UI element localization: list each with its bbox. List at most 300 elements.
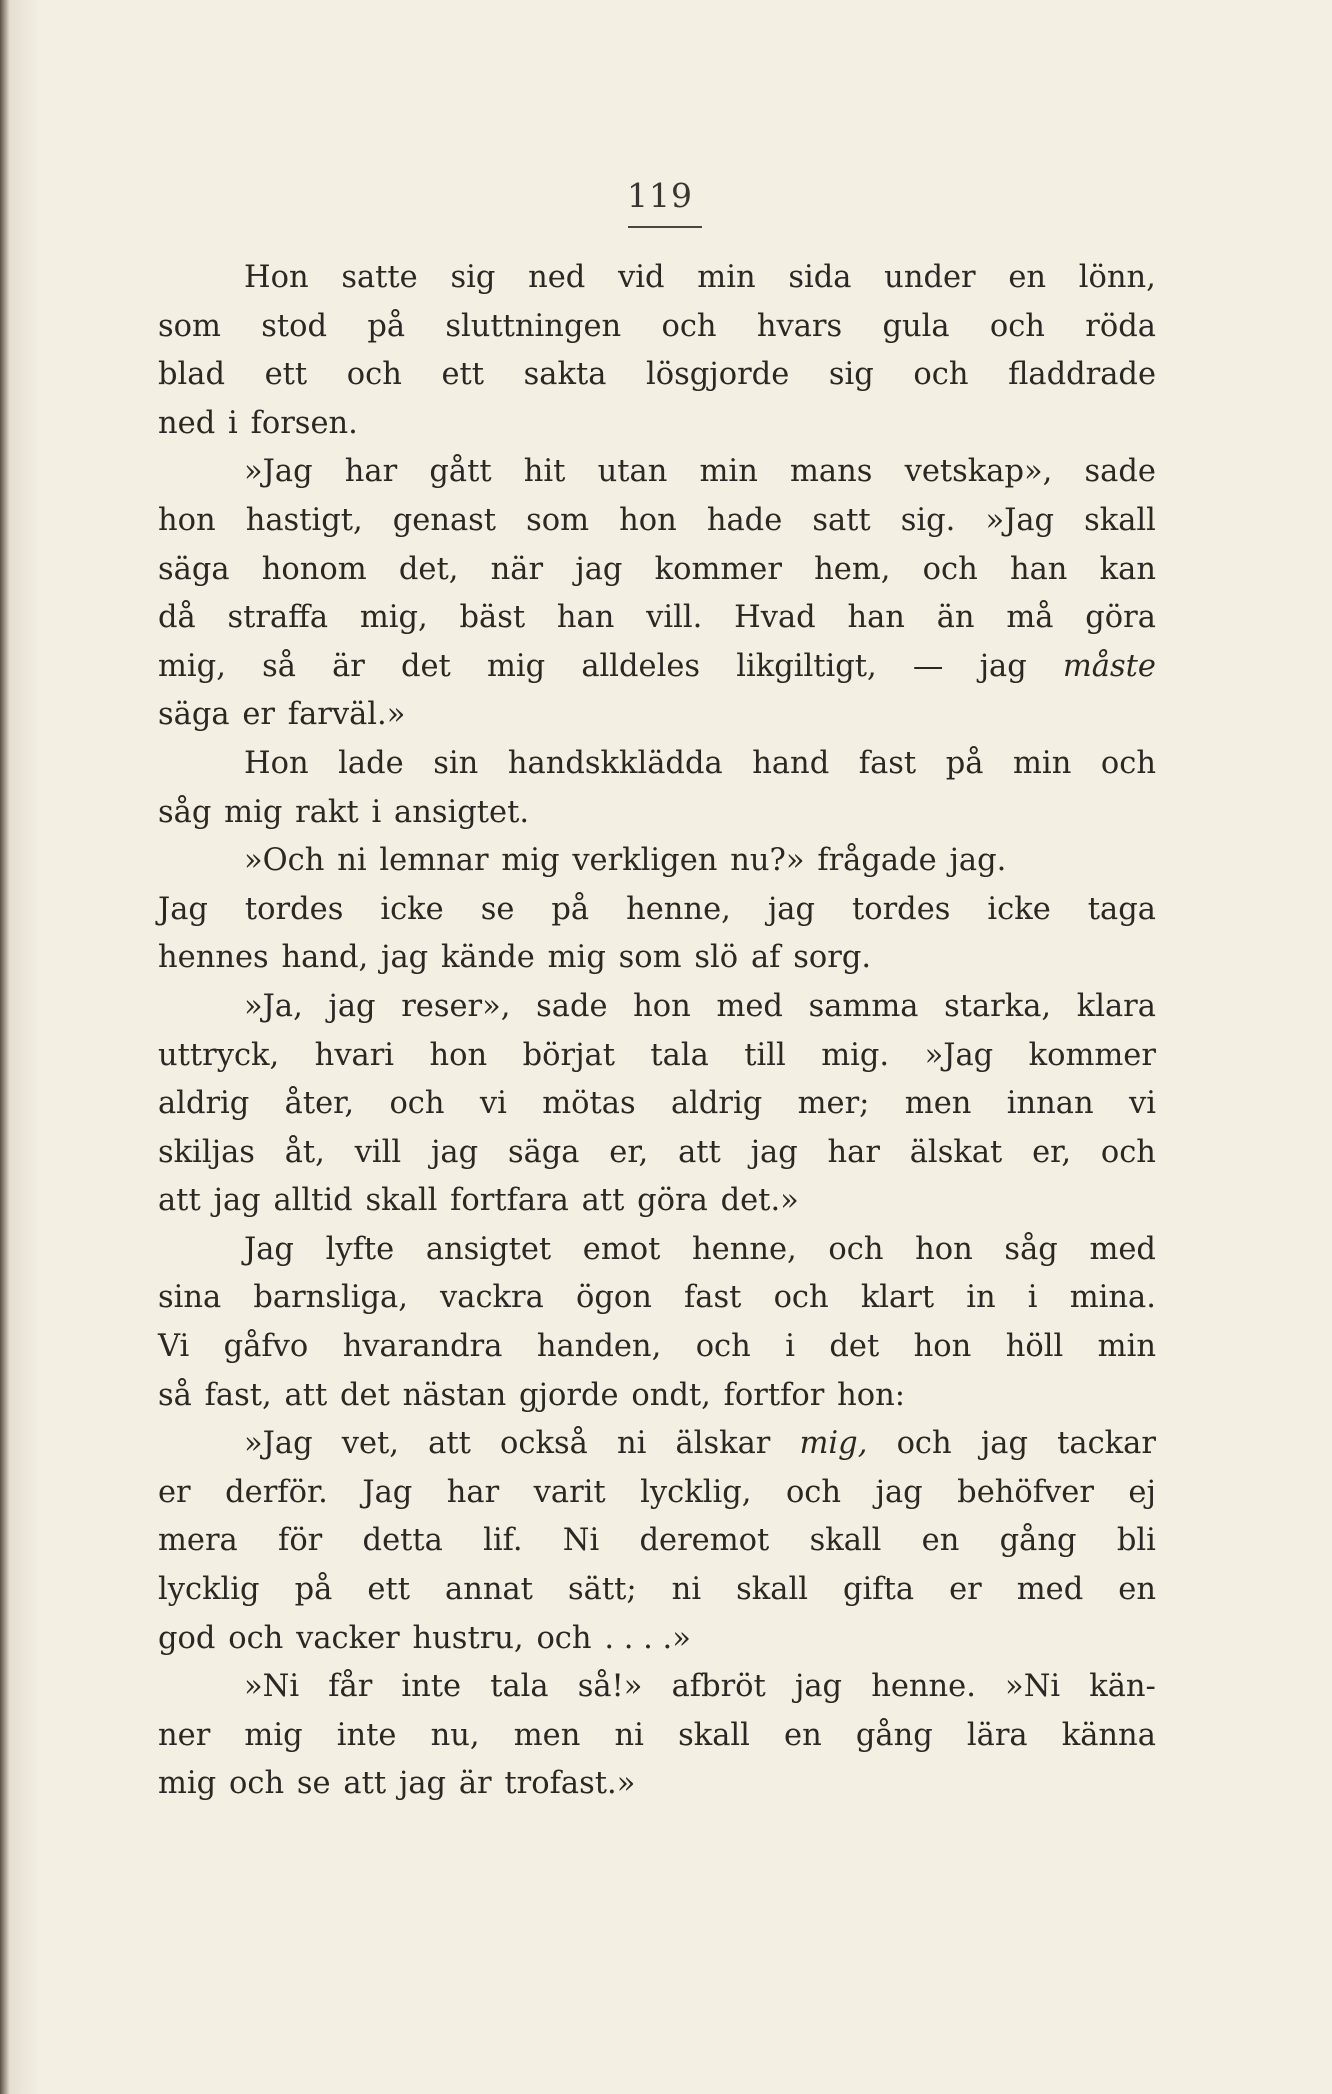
- word: åt,: [284, 1134, 325, 1170]
- word: mötas: [542, 1086, 636, 1122]
- word: jag: [430, 1134, 479, 1170]
- word: han: [847, 600, 905, 636]
- text-line: [158, 1372, 1156, 1421]
- word: på: [294, 1572, 333, 1608]
- word: tackar: [1057, 1426, 1156, 1462]
- word: starka,: [944, 988, 1052, 1024]
- word: trofast.»: [504, 1766, 636, 1802]
- word: lycklig: [158, 1572, 260, 1608]
- word: sluttningen: [445, 308, 622, 344]
- word: hand,: [281, 940, 369, 976]
- word: ett: [264, 357, 308, 393]
- word: er: [158, 1474, 191, 1510]
- word: er: [242, 697, 275, 733]
- word: och: [1100, 745, 1156, 781]
- word: »Jag: [244, 1426, 313, 1462]
- word: blad: [158, 357, 225, 393]
- text-line: [158, 497, 1156, 546]
- word: innan: [1006, 1086, 1094, 1122]
- word: mig: [244, 1717, 303, 1753]
- word: vet,: [341, 1426, 399, 1462]
- word: som: [158, 308, 221, 344]
- word: »Jag: [985, 502, 1055, 538]
- word: också: [500, 1426, 588, 1462]
- word: en: [784, 1717, 822, 1753]
- word: mer;: [797, 1086, 870, 1122]
- text-line: [158, 1517, 1156, 1566]
- word: skall: [678, 1717, 750, 1753]
- word: ansigtet.: [394, 794, 530, 830]
- word: tala: [650, 1037, 709, 1073]
- word: att: [284, 1377, 328, 1413]
- word: jag: [398, 1766, 447, 1802]
- word: mig,: [799, 1426, 868, 1462]
- word: se: [296, 1766, 331, 1802]
- word: att: [428, 1426, 471, 1462]
- word: när: [490, 551, 544, 587]
- word: kände: [440, 940, 535, 976]
- word: er,: [609, 1134, 649, 1170]
- word: icke: [987, 891, 1051, 927]
- word: och: [1100, 1134, 1156, 1170]
- word: skall: [809, 1523, 882, 1559]
- word: jag: [575, 551, 623, 587]
- word: mig: [501, 843, 560, 879]
- body-text: [158, 254, 1156, 1809]
- text-line: [158, 1566, 1156, 1615]
- word: fast: [858, 745, 917, 781]
- word: slö: [694, 940, 739, 976]
- word: Jag: [244, 1231, 294, 1267]
- word: hon: [633, 988, 691, 1024]
- word: hon: [915, 1231, 973, 1267]
- word: Ni: [562, 1523, 600, 1559]
- word: jag: [380, 940, 429, 976]
- word: säga: [507, 1134, 580, 1170]
- word: derför.: [225, 1474, 328, 1510]
- word: jag: [767, 891, 815, 927]
- word: Jag: [158, 891, 208, 927]
- word: en: [1118, 1572, 1156, 1608]
- word: fast,: [204, 1377, 272, 1413]
- word: sade: [1084, 454, 1156, 490]
- word: inte: [336, 1717, 397, 1753]
- word: det,: [398, 551, 459, 587]
- word: se: [480, 891, 515, 927]
- word: en: [1008, 260, 1047, 295]
- word: och: [922, 551, 978, 587]
- word: hit: [523, 454, 566, 490]
- word: min: [697, 260, 756, 295]
- word: kan: [1099, 551, 1156, 587]
- word: icke: [380, 891, 444, 927]
- word: skall: [736, 1572, 808, 1608]
- text-line: [158, 1032, 1156, 1081]
- word: mig,: [158, 648, 226, 684]
- text-line: [158, 1469, 1156, 1518]
- word: forsen.: [250, 405, 358, 441]
- word: ögon: [575, 1280, 652, 1316]
- word: tordes: [851, 891, 951, 927]
- word: jag: [750, 1134, 798, 1170]
- word: vi: [1128, 1086, 1156, 1122]
- word: verkligen: [572, 843, 718, 879]
- word: men: [904, 1086, 972, 1122]
- word: aldrig: [158, 1086, 250, 1122]
- word: mig: [486, 648, 546, 684]
- word: lönn,: [1078, 260, 1156, 295]
- text-line: [158, 983, 1156, 1032]
- word: vackra: [440, 1280, 544, 1316]
- text-line: [158, 1323, 1156, 1372]
- word: ni: [337, 843, 367, 879]
- page-number: 119: [627, 176, 693, 215]
- word: likgiltigt,: [736, 648, 877, 684]
- word: »Ja,: [244, 988, 303, 1024]
- word: afbröt: [671, 1669, 766, 1705]
- word: fast: [684, 1280, 742, 1316]
- word: af: [750, 940, 781, 976]
- word: nu,: [430, 1717, 480, 1753]
- word: varit: [533, 1474, 606, 1510]
- word: på: [367, 308, 406, 344]
- word: handskklädda: [507, 745, 723, 781]
- word: sakta: [523, 357, 607, 393]
- word: jag: [213, 1183, 261, 1219]
- word: vetskap»,: [904, 454, 1053, 490]
- word: aldrig: [670, 1086, 763, 1122]
- word: hennes: [158, 940, 269, 976]
- word: inte: [401, 1669, 462, 1705]
- word: då: [158, 600, 196, 636]
- word: gåfvo: [223, 1329, 309, 1365]
- word: med: [1016, 1572, 1084, 1608]
- word: detta: [362, 1523, 443, 1559]
- word: sätt;: [568, 1572, 637, 1608]
- word: henne,: [692, 1231, 797, 1267]
- word: gång: [855, 1717, 933, 1753]
- word: Hon: [244, 745, 309, 781]
- word: får: [328, 1669, 373, 1705]
- word: henne,: [626, 891, 731, 927]
- word: skiljas: [158, 1134, 255, 1170]
- word: och: [536, 1620, 592, 1656]
- word: min: [699, 454, 758, 490]
- word: under: [884, 260, 976, 295]
- word: frågade: [817, 843, 937, 879]
- word: och: [389, 1086, 445, 1122]
- word: Jag: [362, 1474, 413, 1510]
- word: jag.: [949, 843, 1007, 879]
- word: genast: [392, 502, 497, 538]
- word: behöfver: [957, 1474, 1094, 1510]
- word: med: [1089, 1231, 1156, 1267]
- word: bli: [1116, 1523, 1156, 1559]
- word: skall: [1084, 502, 1156, 538]
- text-line: [158, 1712, 1156, 1761]
- word: hand: [752, 745, 830, 781]
- word: lösgjorde: [645, 357, 790, 393]
- word: ett: [367, 1572, 410, 1608]
- word: det: [829, 1329, 880, 1365]
- word: hon:: [837, 1377, 906, 1413]
- word: i: [371, 794, 382, 830]
- word: än: [936, 600, 975, 636]
- text-line: [158, 1615, 1156, 1664]
- word: handen,: [536, 1329, 662, 1365]
- word: älskat: [909, 1134, 1003, 1170]
- word: och: [346, 357, 402, 393]
- word: det: [400, 648, 451, 684]
- word: det: [340, 1377, 390, 1413]
- word: sade: [536, 988, 608, 1024]
- text-line: [158, 1420, 1156, 1469]
- word: min: [1097, 1329, 1156, 1365]
- word: älskar: [675, 1426, 771, 1462]
- word: som: [618, 940, 682, 976]
- word: ansigtet: [425, 1231, 552, 1267]
- word: ej: [1128, 1474, 1156, 1510]
- word: höll: [1005, 1329, 1064, 1365]
- text-line: [158, 594, 1156, 643]
- word: hvars: [756, 308, 843, 344]
- page-binding-edge: [0, 0, 10, 2094]
- word: så: [158, 1377, 192, 1413]
- page-gutter-shadow: [10, 0, 40, 2094]
- word: med: [716, 988, 783, 1024]
- word: »Ni: [244, 1669, 300, 1705]
- text-line: [158, 1274, 1156, 1323]
- word: vill: [354, 1134, 402, 1170]
- word: straffa: [227, 600, 329, 636]
- word: farväl.»: [287, 697, 406, 733]
- word: hvari: [314, 1037, 395, 1073]
- word: säga: [158, 697, 230, 733]
- word: vi: [479, 1086, 507, 1122]
- word: barnsliga,: [253, 1280, 408, 1316]
- word: fortfor: [723, 1377, 825, 1413]
- word: och: [229, 1766, 285, 1802]
- word: lycklig,: [640, 1474, 752, 1510]
- word: jag: [980, 1426, 1028, 1462]
- word: säga: [158, 551, 230, 587]
- word: —: [912, 648, 944, 684]
- word: tordes: [244, 891, 344, 927]
- word: henne.: [871, 1669, 976, 1705]
- word: att: [581, 1183, 625, 1219]
- word: i: [228, 405, 238, 441]
- word: och: [989, 308, 1045, 344]
- word: på: [551, 891, 590, 927]
- word: att: [678, 1134, 721, 1170]
- word: vacker: [296, 1620, 400, 1656]
- word: fladdrade: [1008, 357, 1156, 393]
- text-line: [158, 1080, 1156, 1129]
- word: hon: [913, 1329, 972, 1365]
- word: ni: [671, 1572, 702, 1608]
- text-line: [158, 448, 1156, 497]
- word: hade: [706, 502, 783, 538]
- word: sina: [158, 1280, 222, 1316]
- word: hem,: [814, 551, 891, 587]
- word: samma: [808, 988, 919, 1024]
- word: men: [513, 1717, 581, 1753]
- word: och: [773, 1280, 829, 1316]
- word: ett: [441, 357, 485, 393]
- text-line: [158, 400, 1156, 449]
- word: »Och: [244, 843, 325, 879]
- word: alldeles: [581, 648, 701, 684]
- word: hastigt,: [245, 502, 363, 538]
- word: jag: [875, 1474, 923, 1510]
- word: en: [921, 1523, 960, 1559]
- page-number-rule: [628, 226, 702, 228]
- word: klart: [860, 1280, 935, 1316]
- word: god: [158, 1620, 216, 1656]
- word: så!»: [577, 1669, 643, 1705]
- word: er,: [1032, 1134, 1072, 1170]
- word: mina.: [1069, 1280, 1156, 1316]
- word: sorg.: [793, 940, 872, 976]
- word: satt: [812, 502, 871, 538]
- word: mans: [790, 454, 873, 490]
- word: sida: [788, 260, 852, 295]
- word: hon: [429, 1037, 488, 1073]
- word: hon: [158, 502, 216, 538]
- word: uttryck,: [158, 1037, 280, 1073]
- word: deremot: [639, 1523, 770, 1559]
- word: vid: [618, 260, 665, 295]
- word: »Ni: [1005, 1669, 1061, 1705]
- word: nästan: [402, 1377, 507, 1413]
- word: och: [913, 357, 969, 393]
- text-line: [158, 1760, 1156, 1809]
- word: annat: [445, 1572, 533, 1608]
- word: har: [446, 1474, 500, 1510]
- word: mig,: [359, 600, 428, 636]
- word: såg: [158, 794, 212, 830]
- text-line: [158, 740, 1156, 789]
- word: jag: [328, 988, 376, 1024]
- word: känna: [1061, 1717, 1156, 1753]
- word: göra: [637, 1183, 708, 1219]
- text-line: [158, 1177, 1156, 1226]
- word: kommer: [1028, 1037, 1156, 1073]
- word: mera: [158, 1523, 238, 1559]
- word: stod: [261, 308, 328, 344]
- text-line: [158, 546, 1156, 595]
- word: reser»,: [401, 988, 511, 1024]
- text-line: [158, 351, 1156, 400]
- word: utan: [597, 454, 668, 490]
- word: jag: [794, 1669, 843, 1705]
- word: bäst: [459, 600, 526, 636]
- word: in: [966, 1280, 996, 1316]
- word: er: [949, 1572, 982, 1608]
- word: och: [695, 1329, 751, 1365]
- word: och: [228, 1620, 284, 1656]
- text-line: [158, 254, 1156, 303]
- word: har: [827, 1134, 880, 1170]
- word: alltid: [273, 1183, 353, 1219]
- word: jag: [979, 648, 1027, 684]
- word: börjat: [522, 1037, 615, 1073]
- word: taga: [1087, 891, 1156, 927]
- word: för: [278, 1523, 323, 1559]
- word: och: [785, 1474, 842, 1510]
- word: så: [262, 648, 296, 684]
- word: nu?»: [730, 843, 805, 879]
- word: mig: [547, 940, 606, 976]
- word: det.»: [720, 1183, 799, 1219]
- text-line: [158, 691, 1156, 740]
- word: fortfara: [450, 1183, 569, 1219]
- text-line: [158, 643, 1156, 692]
- word: mig: [224, 794, 283, 830]
- word: lyfte: [325, 1231, 395, 1267]
- word: gång: [999, 1523, 1077, 1559]
- word: att: [343, 1766, 387, 1802]
- word: skall: [365, 1183, 438, 1219]
- word: ned: [528, 260, 586, 295]
- word: sig: [828, 357, 874, 393]
- word: och: [661, 308, 717, 344]
- word: ondt,: [631, 1377, 711, 1413]
- text-line: [158, 1226, 1156, 1275]
- word: hon: [619, 502, 677, 538]
- word: lära: [966, 1717, 1028, 1753]
- word: som: [526, 502, 590, 538]
- word: emot: [582, 1231, 661, 1267]
- word: Hon: [244, 260, 309, 295]
- word: måste: [1062, 648, 1156, 684]
- word: och: [828, 1231, 884, 1267]
- word: ned: [158, 405, 216, 441]
- text-line: [158, 934, 1156, 983]
- word: hvarandra: [342, 1329, 503, 1365]
- word: han: [1009, 551, 1068, 587]
- text-line: [158, 886, 1156, 935]
- word: hustru,: [412, 1620, 524, 1656]
- word: gifta: [843, 1572, 915, 1608]
- word: må: [1006, 600, 1054, 636]
- word: gula: [882, 308, 950, 344]
- word: till: [744, 1037, 786, 1073]
- word: han: [556, 600, 615, 636]
- word: lif.: [483, 1523, 523, 1559]
- word: lade: [338, 745, 404, 781]
- text-line: [158, 303, 1156, 352]
- word: lemnar: [379, 843, 489, 879]
- word: i: [1027, 1280, 1038, 1316]
- word: i: [785, 1329, 795, 1365]
- text-line: [158, 1129, 1156, 1178]
- word: ni: [616, 1426, 647, 1462]
- word: min: [1013, 745, 1072, 781]
- word: sin: [433, 745, 479, 781]
- word: är: [332, 648, 365, 684]
- word: honom: [261, 551, 367, 587]
- word: röda: [1085, 308, 1156, 344]
- word: . . . .»: [604, 1620, 691, 1656]
- word: rakt: [295, 794, 359, 830]
- word: mig.: [821, 1037, 890, 1073]
- word: sig.: [900, 502, 956, 538]
- word: att: [158, 1183, 201, 1219]
- word: »Jag: [924, 1037, 994, 1073]
- word: klara: [1076, 988, 1156, 1024]
- word: sig: [450, 260, 496, 295]
